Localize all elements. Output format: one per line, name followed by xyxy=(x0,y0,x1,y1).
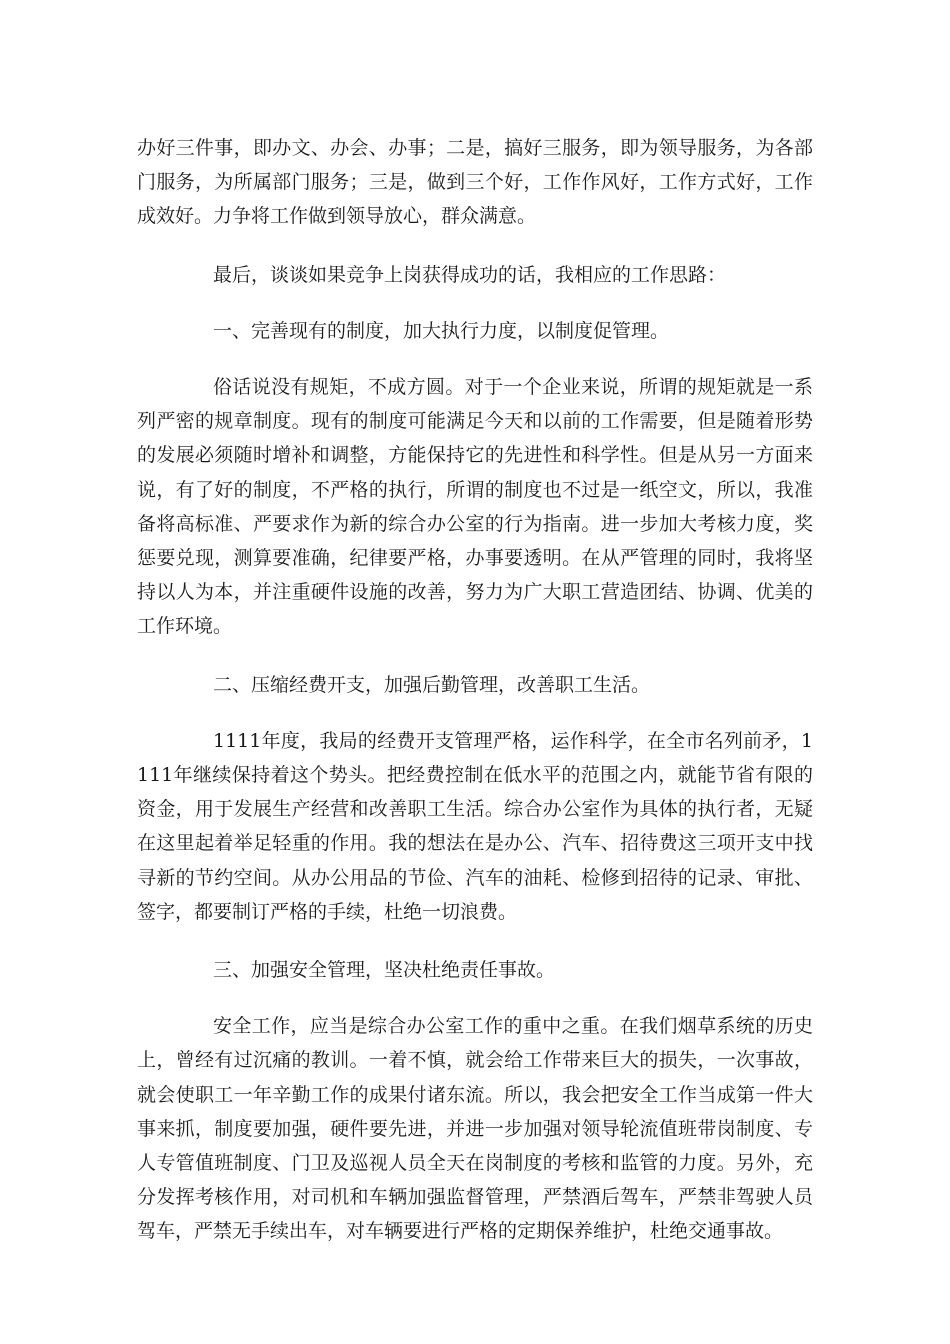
paragraph-section-3-body: 安全工作，应当是综合办公室工作的重中之重。在我们烟草系统的历史上，曾经有过沉痛的教训。一着不慎，就会给工作带来巨大的损失，一次事故，就会使职工一年辛勤工作的成果付诸东流。所以，我会把安全工作当成第一件大事来抓，制度要加强，硬件要先进，并进一步加强对领导轮流值班带岗制度、专人专管值班制度、门卫及巡视人员全天在岗制度的考核和监管的力度。另外，充分发挥考核作用，对司机和车辆加强监督管理，严禁酒后驾车，严禁非驾驶人员驾车，严禁无手续出车，对车辆要进行严格的定期保养维护，杜绝交通事故。 xyxy=(137,1015,813,1243)
paragraph-continuation: 办好三件事，即办文、办会、办事；二是，搞好三服务，即为领导服务，为各部门服务，为所属部门服务；三是，做到三个好，工作作风好，工作方式好，工作成效好。力争将工作做到领导放心，群众满意。 xyxy=(137,137,813,228)
section-heading-1: 一、完善现有的制度，加大执行力度，以制度促管理。 xyxy=(213,319,670,342)
paragraph-section-1-body: 俗话说没有规矩，不成方圆。对于一个企业来说，所谓的规矩就是一系列严密的规章制度。现有的制度可能满足今天和以前的工作需要，但是随着形势的发展必须随时增补和调整，方能保持它的先进性和科学性。但是从另一方面来说，有了好的制度，不严格的执行，所谓的制度也不过是一纸空文，所以，我准备将高标准、严要求作为新的综合办公室的行为指南。进一步加大考核力度，奖惩要兑现，测算要准确，纪律要严格，办事要透明。在从严管理的同时，我将坚持以人为本，并注重硬件设施的改善，努力为广大职工营造团结、协调、优美的工作环境。 xyxy=(137,376,813,638)
document-body xyxy=(137,131,813,1273)
paragraph-intro-work-plan: 最后，谈谈如果竞争上岗获得成功的话，我相应的工作思路： xyxy=(213,263,727,286)
section-heading-2: 二、压缩经费开支，加强后勤管理，改善职工生活。 xyxy=(213,673,651,696)
paragraph-section-2-body: 1111年度，我局的经费开支管理严格，运作科学，在全市名列前矛，1111年继续保持着这个势头。把经费控制在低水平的范围之内，就能节省有限的资金，用于发展生产经营和改善职工生活。综合办公室作为具体的执行者，无疑在这里起着举足轻重的作用。我的想法在是办公、汽车、招待费这三项开支中找寻新的节约空间。从办公用品的节俭、汽车的油耗、检修到招待的记录、审批、签字，都要制订严格的手续，杜绝一切浪费。 xyxy=(137,729,813,923)
section-heading-3: 三、加强安全管理，坚决杜绝责任事故。 xyxy=(213,959,556,982)
